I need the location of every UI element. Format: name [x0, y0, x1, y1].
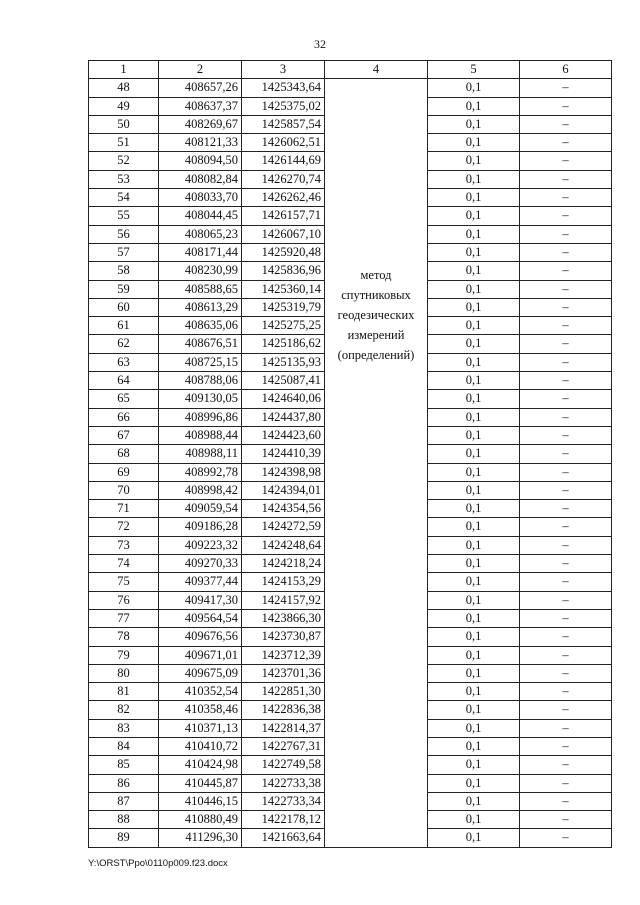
accuracy-cell: 0,1 [428, 207, 520, 225]
x-coordinate-cell: 408657,26 [159, 79, 242, 97]
x-coordinate-cell: 408788,06 [159, 372, 242, 390]
y-coordinate-cell: 1423701,36 [242, 664, 325, 682]
x-coordinate-cell: 411296,30 [159, 829, 242, 847]
note-cell: – [520, 152, 612, 170]
y-coordinate-cell: 1424354,56 [242, 500, 325, 518]
accuracy-cell: 0,1 [428, 628, 520, 646]
point-number-cell: 53 [89, 170, 159, 188]
point-number-cell: 56 [89, 225, 159, 243]
note-cell: – [520, 701, 612, 719]
point-number-cell: 49 [89, 97, 159, 115]
x-coordinate-cell: 408171,44 [159, 243, 242, 261]
y-coordinate-cell: 1424394,01 [242, 481, 325, 499]
note-cell: – [520, 298, 612, 316]
note-cell: – [520, 481, 612, 499]
point-number-cell: 50 [89, 115, 159, 133]
x-coordinate-cell: 408044,45 [159, 207, 242, 225]
point-number-cell: 89 [89, 829, 159, 847]
y-coordinate-cell: 1425087,41 [242, 372, 325, 390]
point-number-cell: 76 [89, 591, 159, 609]
point-number-cell: 71 [89, 500, 159, 518]
x-coordinate-cell: 408998,42 [159, 481, 242, 499]
accuracy-cell: 0,1 [428, 664, 520, 682]
x-coordinate-cell: 408230,99 [159, 262, 242, 280]
accuracy-cell: 0,1 [428, 152, 520, 170]
note-cell: – [520, 555, 612, 573]
note-cell: – [520, 500, 612, 518]
point-number-cell: 48 [89, 79, 159, 97]
coordinates-table [88, 60, 612, 848]
note-cell: – [520, 262, 612, 280]
point-number-cell: 77 [89, 609, 159, 627]
x-coordinate-cell: 408992,78 [159, 463, 242, 481]
x-coordinate-cell: 410445,87 [159, 774, 242, 792]
point-number-cell: 55 [89, 207, 159, 225]
point-number-cell: 74 [89, 555, 159, 573]
point-number-cell: 75 [89, 573, 159, 591]
point-number-cell: 58 [89, 262, 159, 280]
x-coordinate-cell: 408588,65 [159, 280, 242, 298]
point-number-cell: 80 [89, 664, 159, 682]
note-cell: – [520, 408, 612, 426]
x-coordinate-cell: 410424,98 [159, 756, 242, 774]
x-coordinate-cell: 410446,15 [159, 792, 242, 810]
accuracy-cell: 0,1 [428, 536, 520, 554]
point-number-cell: 69 [89, 463, 159, 481]
x-coordinate-cell: 409186,28 [159, 518, 242, 536]
y-coordinate-cell: 1424640,06 [242, 390, 325, 408]
accuracy-cell: 0,1 [428, 134, 520, 152]
x-coordinate-cell: 408613,29 [159, 298, 242, 316]
x-coordinate-cell: 409377,44 [159, 573, 242, 591]
y-coordinate-cell: 1422733,38 [242, 774, 325, 792]
note-cell: – [520, 79, 612, 97]
method-cell [325, 79, 428, 847]
accuracy-cell: 0,1 [428, 97, 520, 115]
note-cell: – [520, 792, 612, 810]
point-number-cell: 82 [89, 701, 159, 719]
note-cell: – [520, 573, 612, 591]
table-header-row [89, 61, 612, 79]
y-coordinate-cell: 1422836,38 [242, 701, 325, 719]
point-number-cell: 59 [89, 280, 159, 298]
point-number-cell: 87 [89, 792, 159, 810]
point-number-cell: 70 [89, 481, 159, 499]
x-coordinate-cell: 408988,44 [159, 426, 242, 444]
point-number-cell: 72 [89, 518, 159, 536]
point-number-cell: 86 [89, 774, 159, 792]
accuracy-cell: 0,1 [428, 317, 520, 335]
column-header: 3 [242, 61, 325, 79]
x-coordinate-cell: 410371,13 [159, 719, 242, 737]
point-number-cell: 81 [89, 683, 159, 701]
point-number-cell: 64 [89, 372, 159, 390]
note-cell: – [520, 829, 612, 847]
y-coordinate-cell: 1426062,51 [242, 134, 325, 152]
y-coordinate-cell: 1422767,31 [242, 737, 325, 755]
note-cell: – [520, 134, 612, 152]
accuracy-cell: 0,1 [428, 372, 520, 390]
note-cell: – [520, 97, 612, 115]
note-cell: – [520, 353, 612, 371]
y-coordinate-cell: 1422178,12 [242, 811, 325, 829]
point-number-cell: 85 [89, 756, 159, 774]
table-body [89, 79, 612, 847]
note-cell: – [520, 609, 612, 627]
point-number-cell: 65 [89, 390, 159, 408]
note-cell: – [520, 591, 612, 609]
note-cell: – [520, 280, 612, 298]
x-coordinate-cell: 408676,51 [159, 335, 242, 353]
y-coordinate-cell: 1425135,93 [242, 353, 325, 371]
y-coordinate-cell: 1422733,34 [242, 792, 325, 810]
accuracy-cell: 0,1 [428, 280, 520, 298]
column-header: 4 [325, 61, 428, 79]
y-coordinate-cell: 1424218,24 [242, 555, 325, 573]
note-cell: – [520, 811, 612, 829]
accuracy-cell: 0,1 [428, 811, 520, 829]
point-number-cell: 88 [89, 811, 159, 829]
x-coordinate-cell: 408094,50 [159, 152, 242, 170]
accuracy-cell: 0,1 [428, 573, 520, 591]
y-coordinate-cell: 1426144,69 [242, 152, 325, 170]
y-coordinate-cell: 1424410,39 [242, 445, 325, 463]
file-path-footer: Y:\ORST\Ppo\0110p009.f23.docx [88, 858, 228, 869]
accuracy-cell: 0,1 [428, 426, 520, 444]
x-coordinate-cell: 409130,05 [159, 390, 242, 408]
note-cell: – [520, 115, 612, 133]
accuracy-cell: 0,1 [428, 445, 520, 463]
x-coordinate-cell: 408269,67 [159, 115, 242, 133]
y-coordinate-cell: 1424248,64 [242, 536, 325, 554]
y-coordinate-cell: 1426270,74 [242, 170, 325, 188]
accuracy-cell: 0,1 [428, 719, 520, 737]
y-coordinate-cell: 1426067,10 [242, 225, 325, 243]
y-coordinate-cell: 1425319,79 [242, 298, 325, 316]
y-coordinate-cell: 1425375,02 [242, 97, 325, 115]
y-coordinate-cell: 1425857,54 [242, 115, 325, 133]
column-header: 6 [520, 61, 612, 79]
y-coordinate-cell: 1426262,46 [242, 189, 325, 207]
accuracy-cell: 0,1 [428, 262, 520, 280]
y-coordinate-cell: 1423712,39 [242, 646, 325, 664]
note-cell: – [520, 683, 612, 701]
x-coordinate-cell: 408725,15 [159, 353, 242, 371]
note-cell: – [520, 426, 612, 444]
y-coordinate-cell: 1424437,80 [242, 408, 325, 426]
x-coordinate-cell: 409671,01 [159, 646, 242, 664]
y-coordinate-cell: 1425186,62 [242, 335, 325, 353]
x-coordinate-cell: 408033,70 [159, 189, 242, 207]
note-cell: – [520, 518, 612, 536]
y-coordinate-cell: 1424423,60 [242, 426, 325, 444]
x-coordinate-cell: 409270,33 [159, 555, 242, 573]
accuracy-cell: 0,1 [428, 701, 520, 719]
y-coordinate-cell: 1421663,64 [242, 829, 325, 847]
x-coordinate-cell: 408121,33 [159, 134, 242, 152]
note-cell: – [520, 170, 612, 188]
y-coordinate-cell: 1426157,71 [242, 207, 325, 225]
accuracy-cell: 0,1 [428, 756, 520, 774]
y-coordinate-cell: 1425275,25 [242, 317, 325, 335]
x-coordinate-cell: 409675,09 [159, 664, 242, 682]
note-cell: – [520, 463, 612, 481]
point-number-cell: 51 [89, 134, 159, 152]
accuracy-cell: 0,1 [428, 555, 520, 573]
accuracy-cell: 0,1 [428, 335, 520, 353]
accuracy-cell: 0,1 [428, 298, 520, 316]
accuracy-cell: 0,1 [428, 390, 520, 408]
point-number-cell: 67 [89, 426, 159, 444]
point-number-cell: 78 [89, 628, 159, 646]
y-coordinate-cell: 1424398,98 [242, 463, 325, 481]
note-cell: – [520, 317, 612, 335]
y-coordinate-cell: 1423866,30 [242, 609, 325, 627]
y-coordinate-cell: 1423730,87 [242, 628, 325, 646]
accuracy-cell: 0,1 [428, 646, 520, 664]
column-header: 2 [159, 61, 242, 79]
point-number-cell: 73 [89, 536, 159, 554]
point-number-cell: 63 [89, 353, 159, 371]
point-number-cell: 79 [89, 646, 159, 664]
x-coordinate-cell: 408065,23 [159, 225, 242, 243]
point-number-cell: 57 [89, 243, 159, 261]
note-cell: – [520, 445, 612, 463]
accuracy-cell: 0,1 [428, 500, 520, 518]
accuracy-cell: 0,1 [428, 170, 520, 188]
x-coordinate-cell: 409059,54 [159, 500, 242, 518]
accuracy-cell: 0,1 [428, 609, 520, 627]
note-cell: – [520, 646, 612, 664]
point-number-cell: 60 [89, 298, 159, 316]
note-cell: – [520, 372, 612, 390]
y-coordinate-cell: 1425836,96 [242, 262, 325, 280]
point-number-cell: 66 [89, 408, 159, 426]
note-cell: – [520, 225, 612, 243]
x-coordinate-cell: 410352,54 [159, 683, 242, 701]
point-number-cell: 83 [89, 719, 159, 737]
method-text: метод спутниковых геодезических измерений (определений) [337, 268, 415, 363]
x-coordinate-cell: 410358,46 [159, 701, 242, 719]
y-coordinate-cell: 1425360,14 [242, 280, 325, 298]
accuracy-cell: 0,1 [428, 591, 520, 609]
x-coordinate-cell: 409417,30 [159, 591, 242, 609]
accuracy-cell: 0,1 [428, 774, 520, 792]
accuracy-cell: 0,1 [428, 189, 520, 207]
y-coordinate-cell: 1422851,30 [242, 683, 325, 701]
note-cell: – [520, 335, 612, 353]
note-cell: – [520, 536, 612, 554]
point-number-cell: 52 [89, 152, 159, 170]
column-header: 5 [428, 61, 520, 79]
accuracy-cell: 0,1 [428, 79, 520, 97]
point-number-cell: 84 [89, 737, 159, 755]
y-coordinate-cell: 1424153,29 [242, 573, 325, 591]
accuracy-cell: 0,1 [428, 408, 520, 426]
accuracy-cell: 0,1 [428, 243, 520, 261]
accuracy-cell: 0,1 [428, 737, 520, 755]
accuracy-cell: 0,1 [428, 829, 520, 847]
column-header: 1 [89, 61, 159, 79]
page-number: 32 [314, 37, 326, 51]
x-coordinate-cell: 408996,86 [159, 408, 242, 426]
x-coordinate-cell: 409564,54 [159, 609, 242, 627]
point-number-cell: 61 [89, 317, 159, 335]
y-coordinate-cell: 1422814,37 [242, 719, 325, 737]
x-coordinate-cell: 410880,49 [159, 811, 242, 829]
note-cell: – [520, 189, 612, 207]
accuracy-cell: 0,1 [428, 225, 520, 243]
point-number-cell: 62 [89, 335, 159, 353]
point-number-cell: 54 [89, 189, 159, 207]
y-coordinate-cell: 1424157,92 [242, 591, 325, 609]
y-coordinate-cell: 1425920,48 [242, 243, 325, 261]
accuracy-cell: 0,1 [428, 463, 520, 481]
y-coordinate-cell: 1422749,58 [242, 756, 325, 774]
accuracy-cell: 0,1 [428, 792, 520, 810]
table-row [89, 79, 612, 97]
x-coordinate-cell: 408637,37 [159, 97, 242, 115]
note-cell: – [520, 628, 612, 646]
x-coordinate-cell: 408635,06 [159, 317, 242, 335]
accuracy-cell: 0,1 [428, 518, 520, 536]
accuracy-cell: 0,1 [428, 683, 520, 701]
note-cell: – [520, 719, 612, 737]
x-coordinate-cell: 409223,32 [159, 536, 242, 554]
note-cell: – [520, 390, 612, 408]
y-coordinate-cell: 1424272,59 [242, 518, 325, 536]
note-cell: – [520, 774, 612, 792]
y-coordinate-cell: 1425343,64 [242, 79, 325, 97]
note-cell: – [520, 207, 612, 225]
accuracy-cell: 0,1 [428, 115, 520, 133]
point-number-cell: 68 [89, 445, 159, 463]
note-cell: – [520, 664, 612, 682]
accuracy-cell: 0,1 [428, 481, 520, 499]
note-cell: – [520, 756, 612, 774]
x-coordinate-cell: 409676,56 [159, 628, 242, 646]
note-cell: – [520, 737, 612, 755]
note-cell: – [520, 243, 612, 261]
x-coordinate-cell: 408082,84 [159, 170, 242, 188]
x-coordinate-cell: 408988,11 [159, 445, 242, 463]
x-coordinate-cell: 410410,72 [159, 737, 242, 755]
accuracy-cell: 0,1 [428, 353, 520, 371]
